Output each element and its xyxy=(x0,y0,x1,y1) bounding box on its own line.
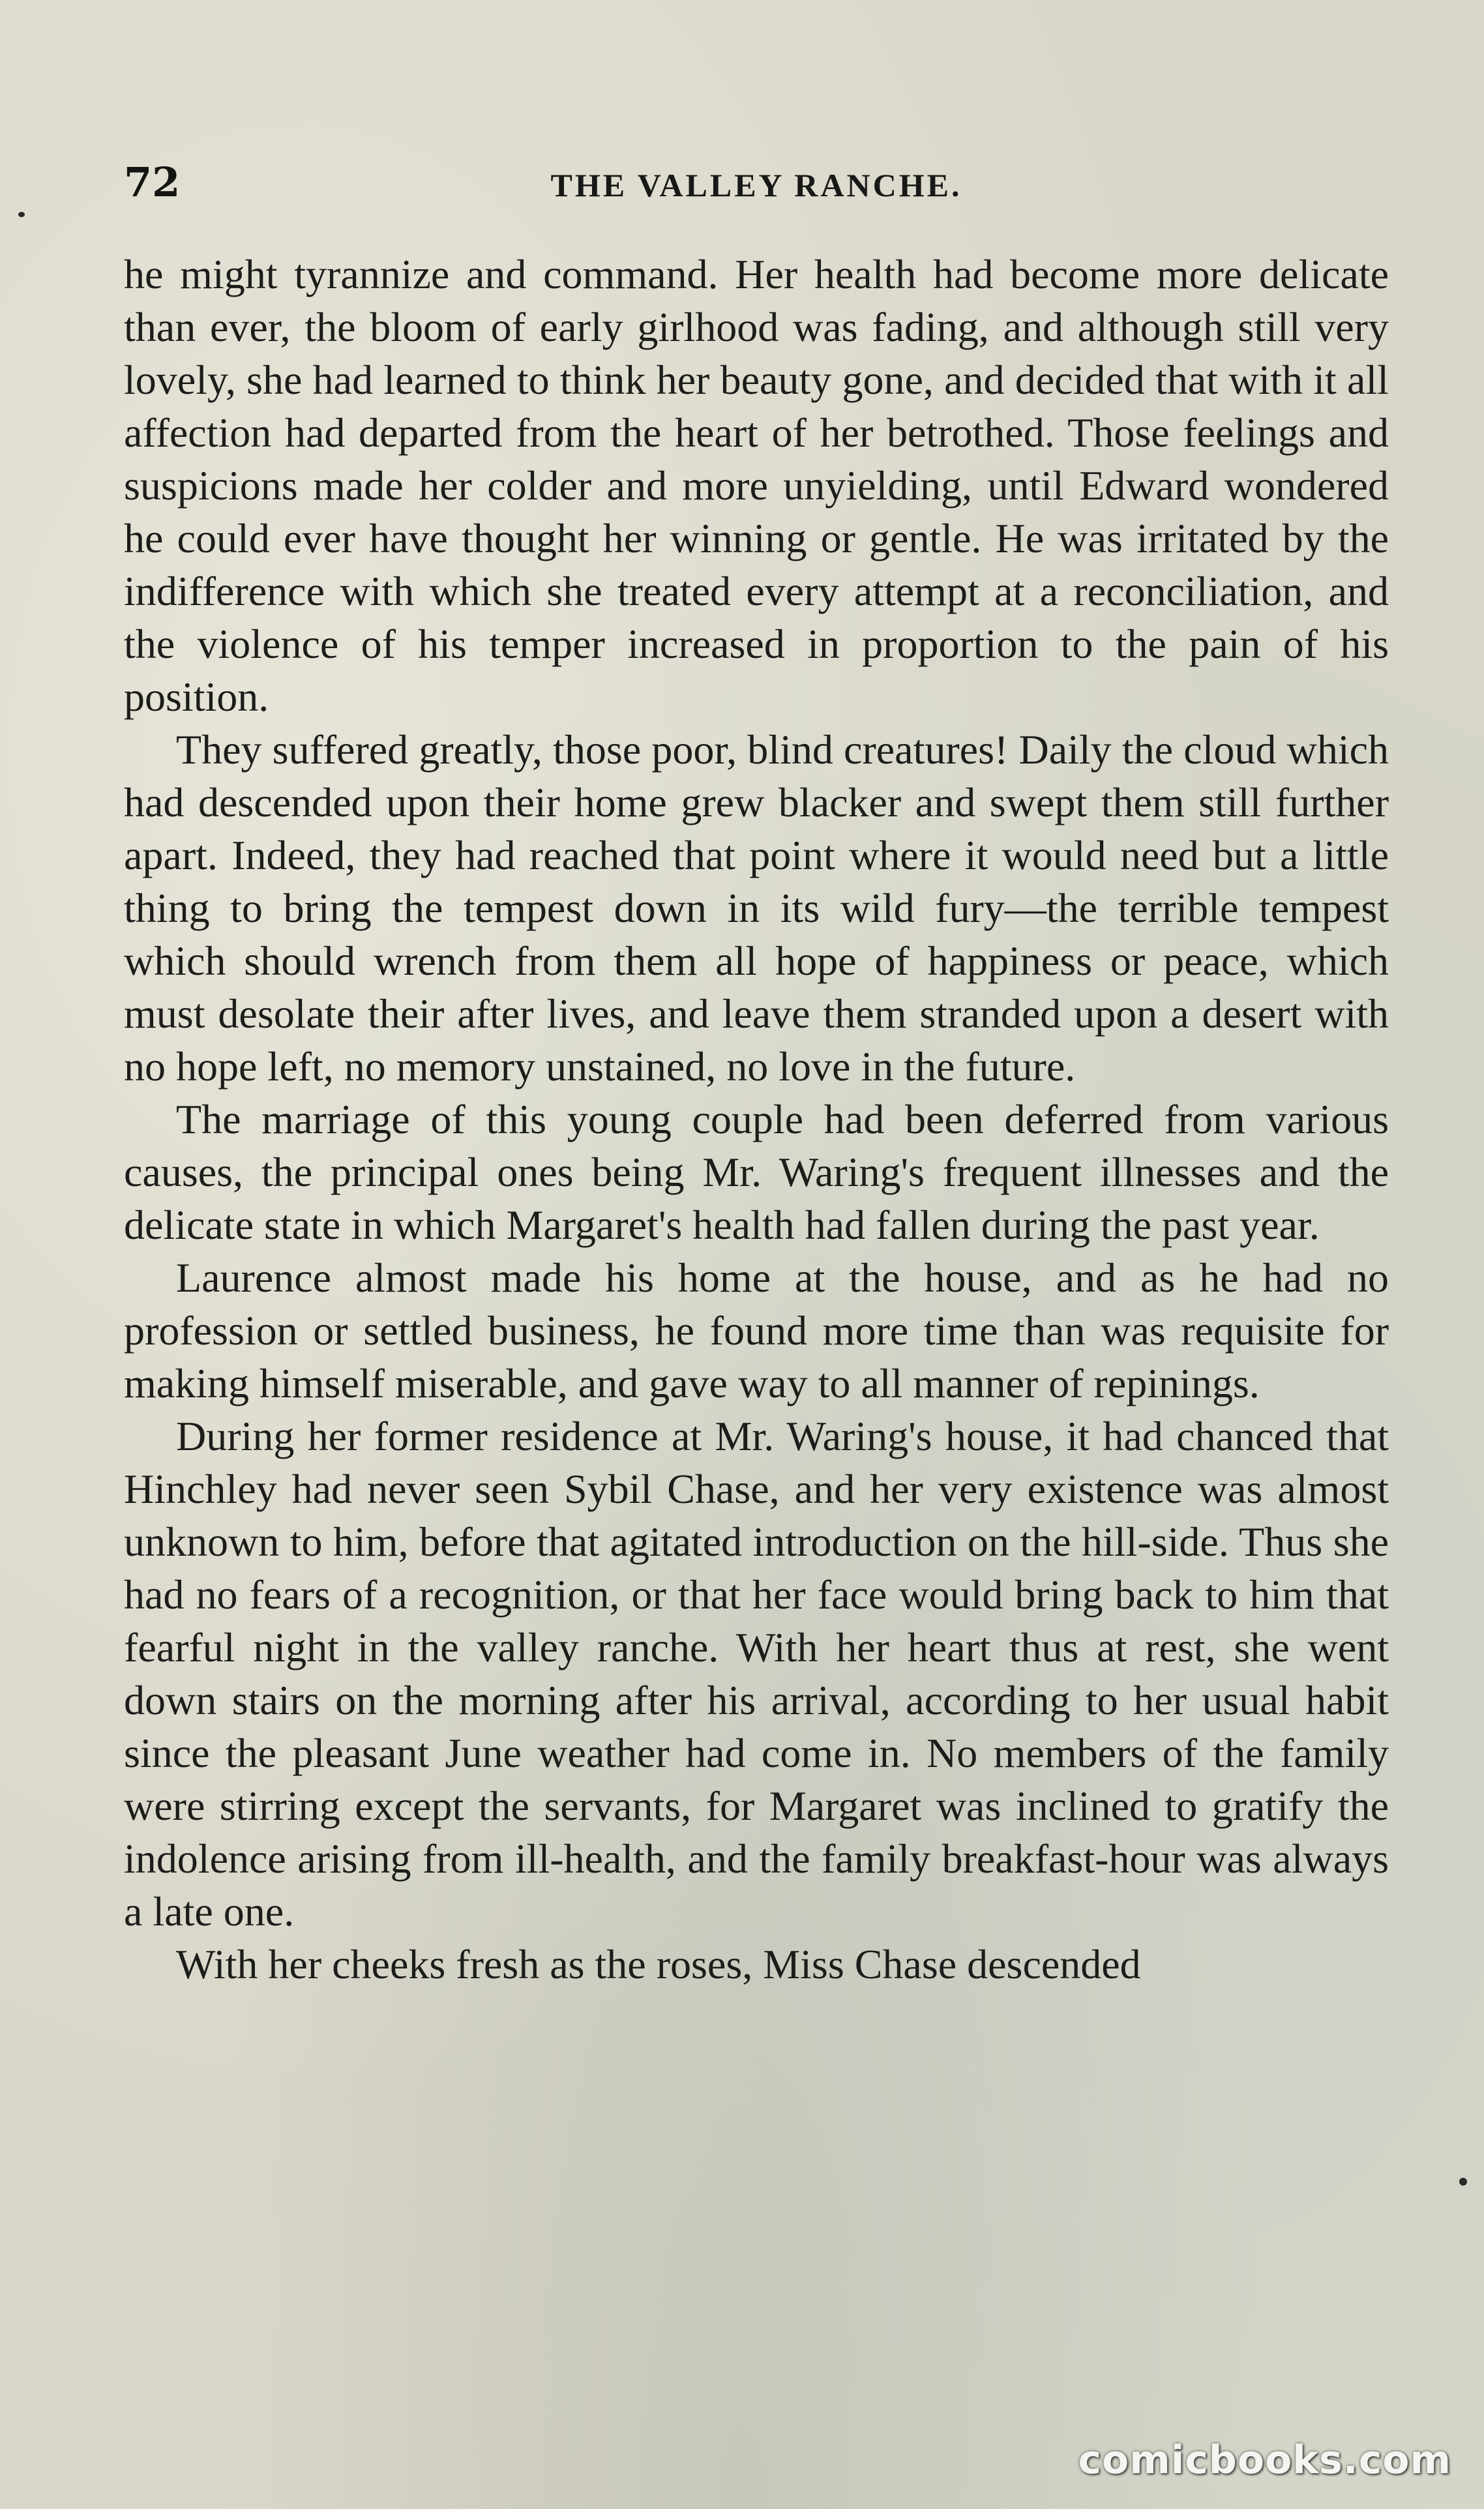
running-title: THE VALLEY RANCHE. xyxy=(550,167,962,203)
paragraph-1: he might tyrannize and command. Her health had become more delicate than ever, the bloom of early girlhood was fading, and although still very lovely, she had learned to think her beauty gone, and decided that with it all affection had departed from the heart of her betrothed. Those feelings and suspicions made her colder and more unyielding, until Edward wondered he could ever have thought her winning or gentle. He was irritated by the indifference with which she treated every attempt at a reconciliation, and the violence of his temper increased in proportion to the pain of his position. xyxy=(124,251,1389,720)
paragraph-2: They suffered greatly, those poor, blind creatures! Daily the cloud which had descended upon their home grew blacker and swept them still further apart. Indeed, they had reached that point where it would need but a little thing to bring the tempest down in its wild fury—the terrible tempest which should wrench from them all hope of happiness or peace, which must desolate their after lives, and leave them stranded upon a desert with no hope left, no memory unstained, no love in the future. xyxy=(124,726,1389,1090)
page-header xyxy=(124,156,1389,209)
body-text xyxy=(124,248,1389,1991)
paragraph-6: With her cheeks fresh as the roses, Miss Chase descended xyxy=(176,1941,1141,1987)
paper-speck xyxy=(1459,2178,1467,2186)
paragraph-4: Laurence almost made his home at the house, and as he had no profession or settled business, he found more time than was requisite for making himself miserable, and gave way to all manner of repinings. xyxy=(124,1254,1389,1406)
paper-speck xyxy=(18,212,25,217)
paragraph-5: During her former residence at Mr. Waring's house, it had chanced that Hinchley had never seen Sybil Chase, and her very existence was almost unknown to him, before that agitated introduction on the hill-side. Thus she had no fears of a recognition, or that her face would bring back to him that fearful night in the valley ranche. With her heart thus at rest, she went down stairs on the morning after his arrival, according to her usual habit since the pleasant June weather had come in. No members of the family were stirring except the servants, for Margaret was inclined to gratify the indolence arising from ill-health, and the family breakfast-hour was always a late one. xyxy=(124,1413,1389,1935)
paragraph-3: The marriage of this young couple had been deferred from various causes, the principal ones being Mr. Waring's frequent illnesses and the delicate state in which Margaret's health had fallen during the past year. xyxy=(124,1096,1389,1248)
watermark-logo: comicbooks.com xyxy=(1078,2437,1451,2483)
page-number: 72 xyxy=(124,158,181,206)
